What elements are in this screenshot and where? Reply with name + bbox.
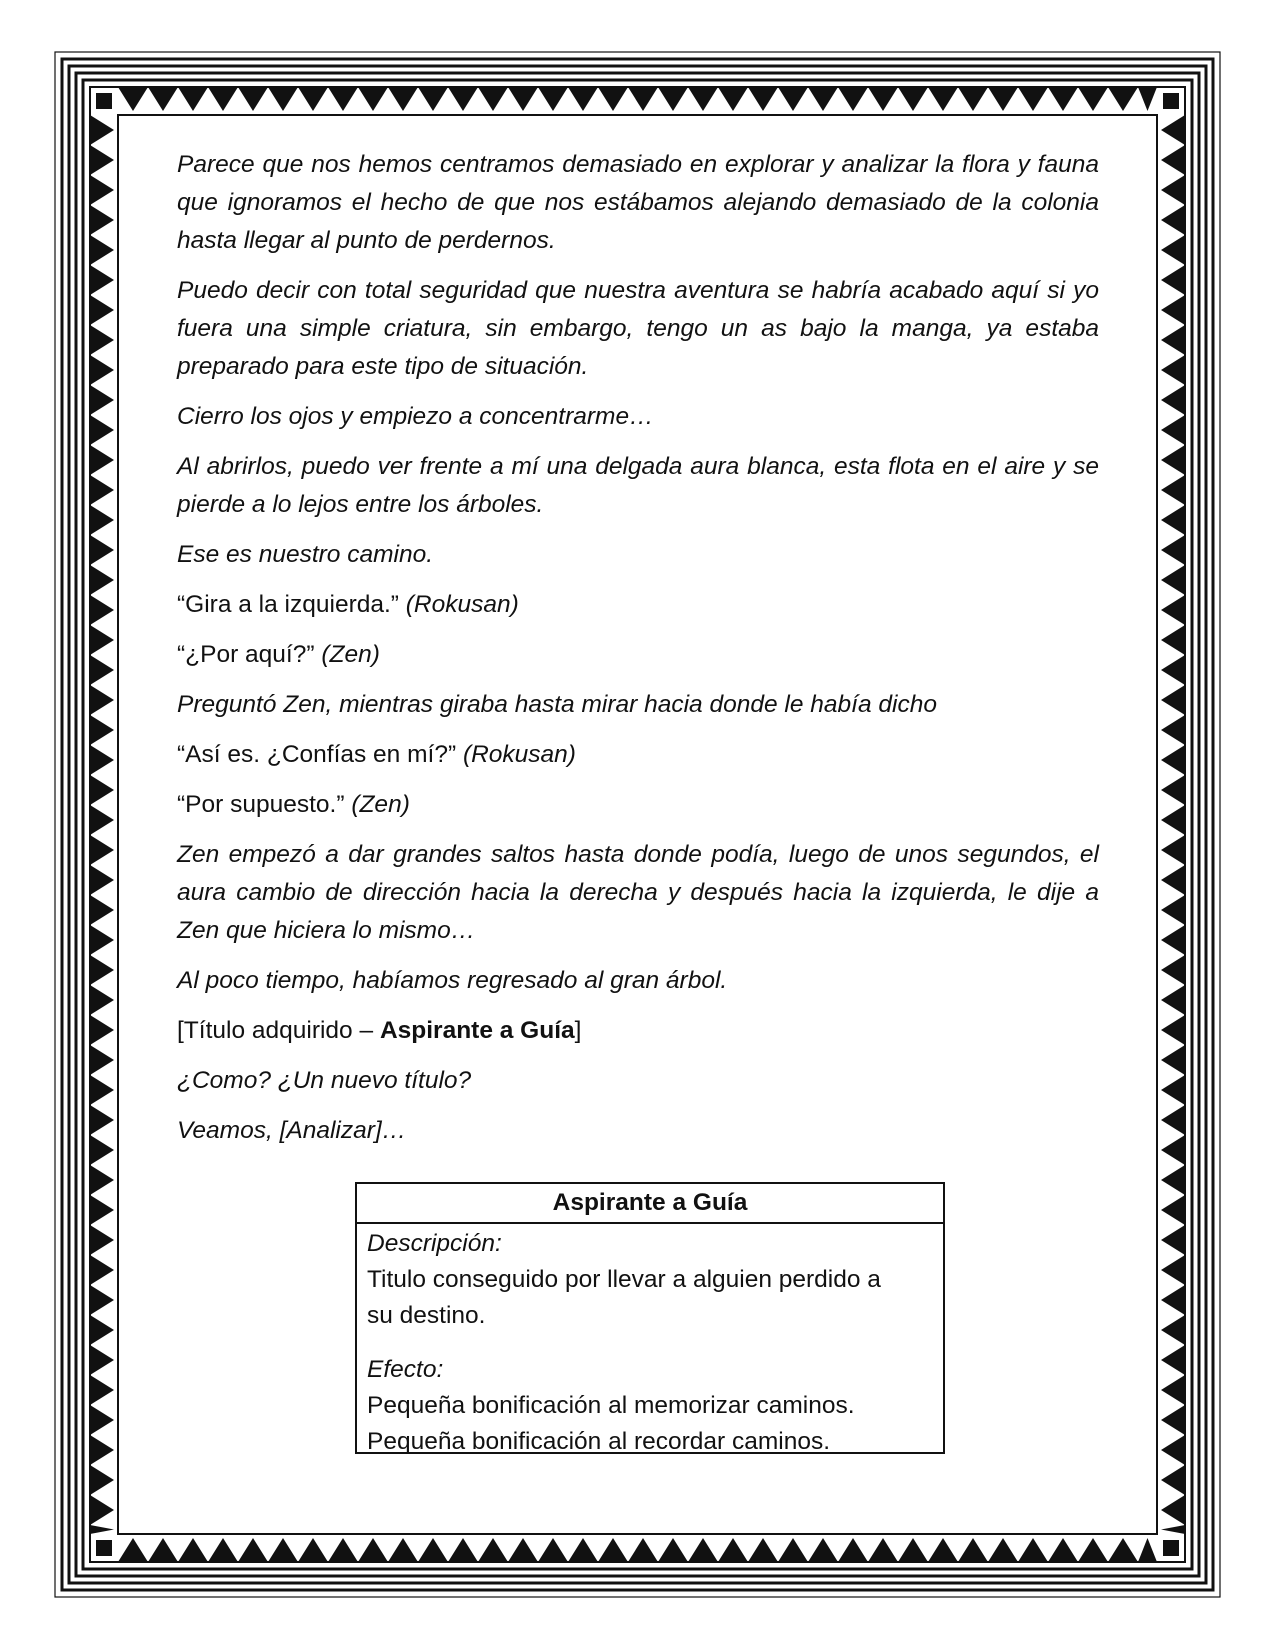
paragraph-2: Puedo decir con total seguridad que nuestra aventura se habría acabado aquí si yo fuera una simple criatura, sin embargo, tengo un as bajo la manga, ya estaba preparado para este tipo de situación. bbox=[177, 277, 1099, 380]
title-info-box bbox=[355, 1182, 945, 1454]
paragraph-3: Cierro los ojos y empiezo a concentrarme… bbox=[177, 403, 654, 430]
paragraph-1: Parece que nos hemos centramos demasiado en explorar y analizar la flora y fauna que ignoramos el hecho de que nos estábamos alejando demasiado de la colonia hasta llegar al punto de perdernos. bbox=[177, 151, 1099, 254]
dialogue-quote: “¿Por aquí?” bbox=[177, 641, 315, 668]
title-box-heading: Aspirante a Guía bbox=[357, 1184, 943, 1224]
dialogue-line-3 bbox=[177, 736, 1099, 774]
notice-prefix: [Título adquirido – bbox=[177, 1017, 380, 1044]
story-text bbox=[177, 146, 1099, 1162]
title-box-body bbox=[357, 1224, 943, 1460]
paragraph-5: Ese es nuestro camino. bbox=[177, 541, 434, 568]
effect-1: Pequeña bonificación al memorizar caminos. bbox=[367, 1392, 855, 1419]
narration-4: ¿Como? ¿Un nuevo título? bbox=[177, 1067, 472, 1094]
dialogue-speaker: (Rokusan) bbox=[405, 591, 519, 618]
dialogue-quote: “Gira a la izquierda.” bbox=[177, 591, 399, 618]
dialogue-quote: “Así es. ¿Confías en mí?” bbox=[177, 741, 457, 768]
narration-2: Zen empezó a dar grandes saltos hasta donde podía, luego de unos segundos, el aura cambio de dirección hacia la derecha y después hacia la izquierda, le dije a Zen que hiciera lo mismo… bbox=[177, 841, 1099, 944]
description-label: Descripción: bbox=[367, 1230, 502, 1257]
notice-title: Aspirante a Guía bbox=[379, 1017, 575, 1044]
title-acquired-notice bbox=[177, 1012, 1099, 1050]
dialogue-line-2 bbox=[177, 636, 1099, 674]
narration-3: Al poco tiempo, habíamos regresado al gran árbol. bbox=[177, 967, 728, 994]
narration-5: Veamos, [Analizar]… bbox=[177, 1117, 407, 1144]
effect-2: Pequeña bonificación al recordar caminos. bbox=[367, 1428, 831, 1455]
effect-label: Efecto: bbox=[367, 1356, 444, 1383]
dialogue-line-1 bbox=[177, 586, 1099, 624]
dialogue-line-4 bbox=[177, 786, 1099, 824]
description-line-2: su destino. bbox=[367, 1302, 486, 1329]
dialogue-speaker: (Zen) bbox=[351, 791, 410, 818]
dialogue-quote: “Por supuesto.” bbox=[177, 791, 345, 818]
description-line-1: Titulo conseguido por llevar a alguien perdido a bbox=[367, 1266, 881, 1293]
notice-suffix: ] bbox=[574, 1017, 582, 1044]
dialogue-speaker: (Zen) bbox=[321, 641, 380, 668]
dialogue-speaker: (Rokusan) bbox=[462, 741, 576, 768]
narration-1: Preguntó Zen, mientras giraba hasta mirar hacia donde le había dicho bbox=[177, 691, 937, 718]
paragraph-4: Al abrirlos, puedo ver frente a mí una delgada aura blanca, esta flota en el aire y se pierde a lo lejos entre los árboles. bbox=[177, 453, 1099, 518]
